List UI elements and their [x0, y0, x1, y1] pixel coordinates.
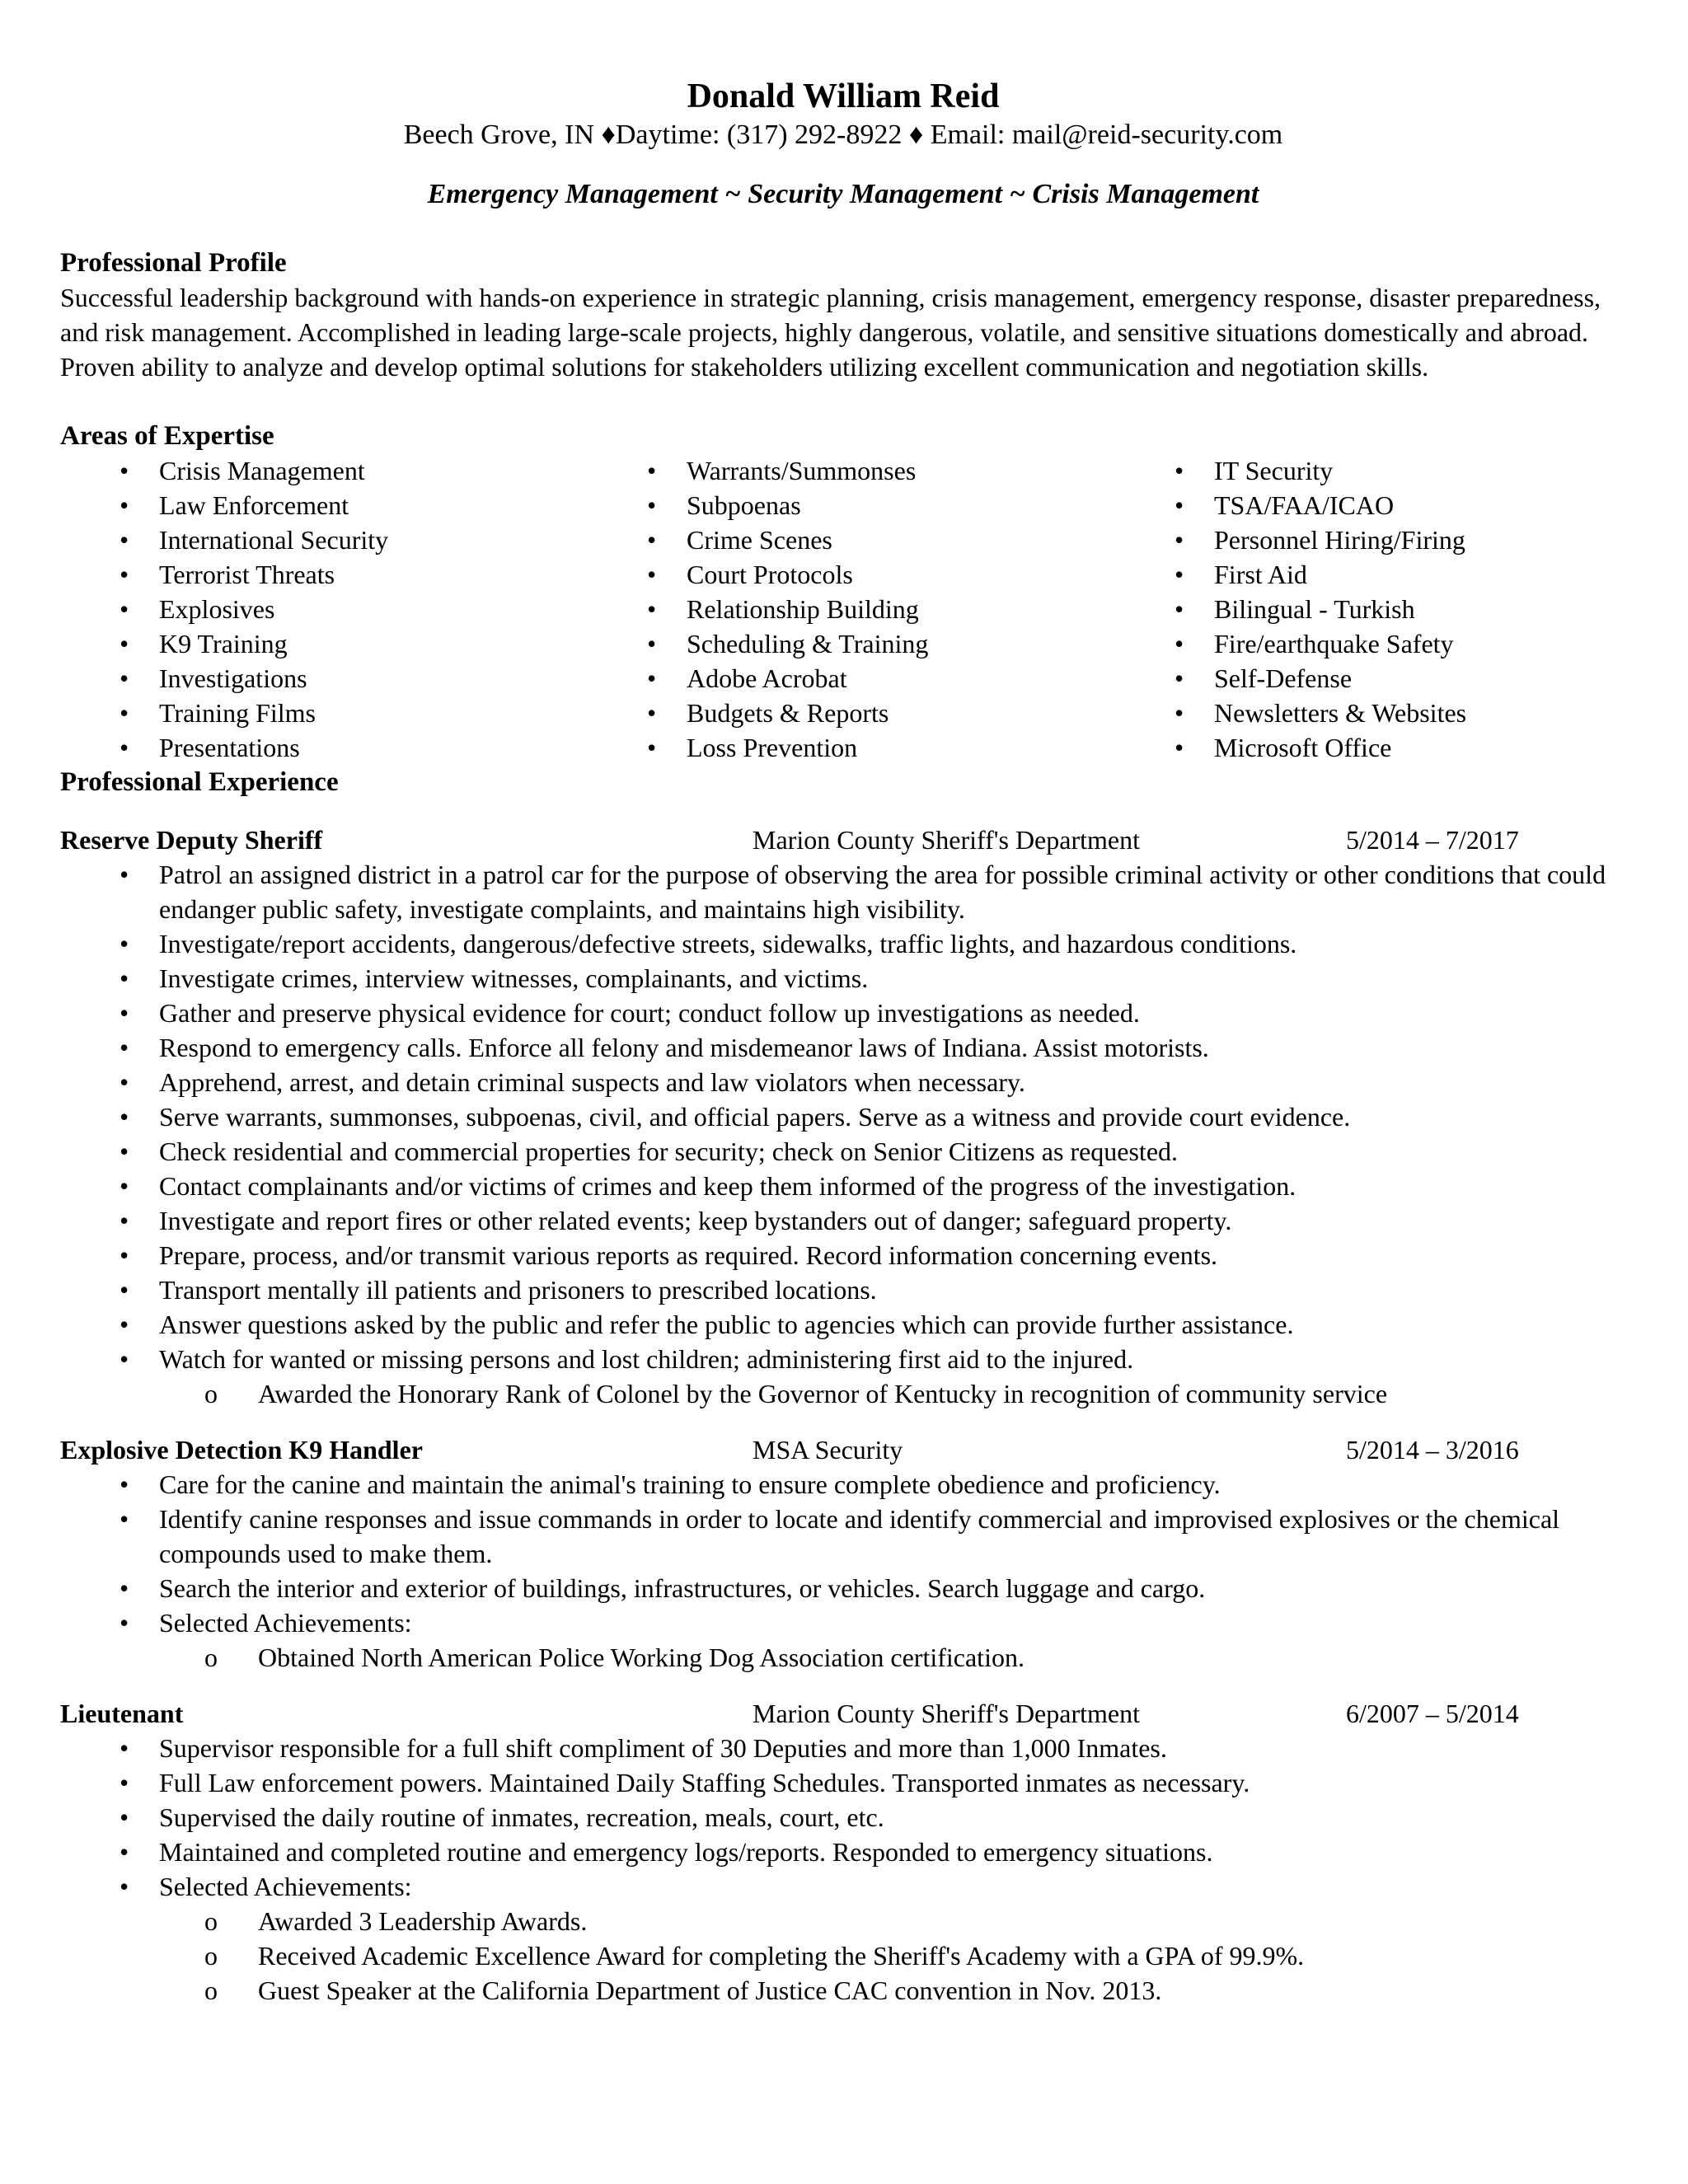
- job-header: [60, 1432, 1626, 1467]
- job-duty: • Patrol an assigned district in a patrol car for the purpose of observing the area for possible criminal activity or other conditions that could endanger public safety, investigate complaints, and maintains high visibility.: [60, 857, 1626, 926]
- expertise-item: • Relationship Building: [588, 592, 1115, 626]
- job-duty: • Investigate and report fires or other related events; keep bystanders out of danger; safeguard property.: [60, 1203, 1626, 1238]
- job-duty: • Apprehend, arrest, and detain criminal suspects and law violators when necessary.: [60, 1065, 1626, 1099]
- job-org: Marion County Sheriff's Department: [753, 825, 1140, 855]
- expertise-item: • Adobe Acrobat: [588, 661, 1115, 696]
- job-duty: • Supervisor responsible for a full shift compliment of 30 Deputies and more than 1,000 Inmates.: [60, 1731, 1626, 1765]
- job-duty: • Gather and preserve physical evidence for court; conduct follow up investigations as needed.: [60, 996, 1626, 1030]
- expertise-columns: [60, 453, 1626, 765]
- section-title-profile: Professional Profile: [60, 248, 287, 278]
- experience-list: [60, 823, 1626, 2008]
- job-duty: • Transport mentally ill patients and prisoners to prescribed locations.: [60, 1272, 1626, 1307]
- job-duty: • Supervised the daily routine of inmates, recreation, meals, court, etc.: [60, 1800, 1626, 1835]
- expertise-item: • Personnel Hiring/Firing: [1115, 523, 1610, 557]
- achievement-item: o Received Academic Excellence Award for completing the Sheriff's Academy with a GPA of 99.9%.: [60, 1938, 1626, 1973]
- tagline: Emergency Management ~ Security Management ~ Crisis Management: [427, 179, 1259, 209]
- expertise-item: • Self-Defense: [1115, 661, 1610, 696]
- expertise-item: • First Aid: [1115, 557, 1610, 592]
- job-title: Lieutenant: [60, 1699, 184, 1728]
- expertise-item: • Training Films: [60, 696, 588, 730]
- job-duty: • Check residential and commercial properties for security; check on Senior Citizens as requested.: [60, 1134, 1626, 1169]
- contact-line: Beech Grove, IN ♦Daytime: (317) 292-8922 ♦ Email: mail@reid-security.com: [403, 120, 1283, 150]
- expertise-item: • Subpoenas: [588, 488, 1115, 523]
- job-duties: [60, 857, 1626, 1411]
- expertise-item: • International Security: [60, 523, 588, 557]
- expertise-item: • Warrants/Summonses: [588, 453, 1115, 488]
- achievement-item: o Obtained North American Police Working Dog Association certification.: [60, 1640, 1626, 1675]
- expertise-item: • Fire/earthquake Safety: [1115, 626, 1610, 661]
- job-header: [60, 823, 1626, 857]
- job-title: Explosive Detection K9 Handler: [60, 1435, 423, 1465]
- job-dates: 5/2014 – 7/2017: [1346, 825, 1519, 855]
- section-title-experience: Professional Experience: [60, 767, 339, 797]
- expertise-item: • Explosives: [60, 592, 588, 626]
- expertise-item: • Microsoft Office: [1115, 730, 1610, 765]
- expertise-item: • Bilingual - Turkish: [1115, 592, 1610, 626]
- job-duty: • Prepare, process, and/or transmit various reports as required. Record information concerning events.: [60, 1238, 1626, 1272]
- job-duty: • Search the interior and exterior of buildings, infrastructures, or vehicles. Search luggage and cargo.: [60, 1571, 1626, 1605]
- expertise-item: • Loss Prevention: [588, 730, 1115, 765]
- job-duty: • Investigate/report accidents, dangerous/defective streets, sidewalks, traffic lights, and hazardous conditions.: [60, 926, 1626, 961]
- expertise-item: • Crime Scenes: [588, 523, 1115, 557]
- job-duty: • Care for the canine and maintain the animal's training to ensure complete obedience and proficiency.: [60, 1467, 1626, 1502]
- job-duty: • Answer questions asked by the public and refer the public to agencies which can provide further assistance.: [60, 1307, 1626, 1342]
- expertise-item: • Investigations: [60, 661, 588, 696]
- expertise-item: • IT Security: [1115, 453, 1610, 488]
- job-dates: 5/2014 – 3/2016: [1346, 1435, 1519, 1465]
- expertise-item: • Terrorist Threats: [60, 557, 588, 592]
- expertise-item: • Law Enforcement: [60, 488, 588, 523]
- expertise-item: • Court Protocols: [588, 557, 1115, 592]
- expertise-item: • Newsletters & Websites: [1115, 696, 1610, 730]
- job-org: Marion County Sheriff's Department: [753, 1699, 1140, 1728]
- profile-text: Successful leadership background with hands-on experience in strategic planning, crisis management, emergency response, disaster preparedness, and risk management. Accomplished in leading large-scale projects, highly dangerous, volatile, and sensitive situations domestically and abroad. Proven ability to analyze and develop optimal solutions for stakeholders utilizing excellent communication and negotiation skills.: [60, 283, 1601, 382]
- job-duties: [60, 1731, 1626, 2008]
- job-duty: • Identify canine responses and issue commands in order to locate and identify commercial and improvised explosives or the chemical compounds used to make them.: [60, 1502, 1626, 1571]
- expertise-item: • Scheduling & Training: [588, 626, 1115, 661]
- job-title: Reserve Deputy Sheriff: [60, 825, 323, 855]
- job-duty: • Watch for wanted or missing persons and lost children; administering first aid to the injured.: [60, 1342, 1626, 1376]
- expertise-item: • Budgets & Reports: [588, 696, 1115, 730]
- expertise-column-3: [1115, 453, 1610, 765]
- job-duty: • Respond to emergency calls. Enforce all felony and misdemeanor laws of Indiana. Assist motorists.: [60, 1030, 1626, 1065]
- job-header: [60, 1696, 1626, 1731]
- job-dates: 6/2007 – 5/2014: [1346, 1699, 1519, 1728]
- expertise-column-2: [588, 453, 1115, 765]
- candidate-name: Donald William Reid: [687, 77, 1000, 115]
- job-org: MSA Security: [753, 1435, 903, 1465]
- job-duty: • Full Law enforcement powers. Maintained Daily Staffing Schedules. Transported inmates as necessary.: [60, 1765, 1626, 1800]
- achievement-item: o Guest Speaker at the California Department of Justice CAC convention in Nov. 2013.: [60, 1973, 1626, 2008]
- job-duty: • Selected Achievements:: [60, 1869, 1626, 1904]
- job-duties: [60, 1467, 1626, 1675]
- job-duty: • Maintained and completed routine and emergency logs/reports. Responded to emergency situations.: [60, 1835, 1626, 1869]
- job-duty: • Investigate crimes, interview witnesses, complainants, and victims.: [60, 961, 1626, 996]
- job-duty: • Contact complainants and/or victims of crimes and keep them informed of the progress of the investigation.: [60, 1169, 1626, 1203]
- expertise-item: • Presentations: [60, 730, 588, 765]
- expertise-item: • TSA/FAA/ICAO: [1115, 488, 1610, 523]
- resume-page: [60, 76, 1626, 2008]
- job-duty: • Serve warrants, summonses, subpoenas, civil, and official papers. Serve as a witness and provide court evidence.: [60, 1099, 1626, 1134]
- expertise-item: • Crisis Management: [60, 453, 588, 488]
- expertise-column-1: [60, 453, 588, 765]
- section-title-expertise: Areas of Expertise: [60, 421, 274, 451]
- expertise-item: • K9 Training: [60, 626, 588, 661]
- achievement-item: o Awarded 3 Leadership Awards.: [60, 1904, 1626, 1938]
- achievement-item: o Awarded the Honorary Rank of Colonel by the Governor of Kentucky in recognition of community service: [60, 1376, 1626, 1411]
- job-duty: • Selected Achievements:: [60, 1605, 1626, 1640]
